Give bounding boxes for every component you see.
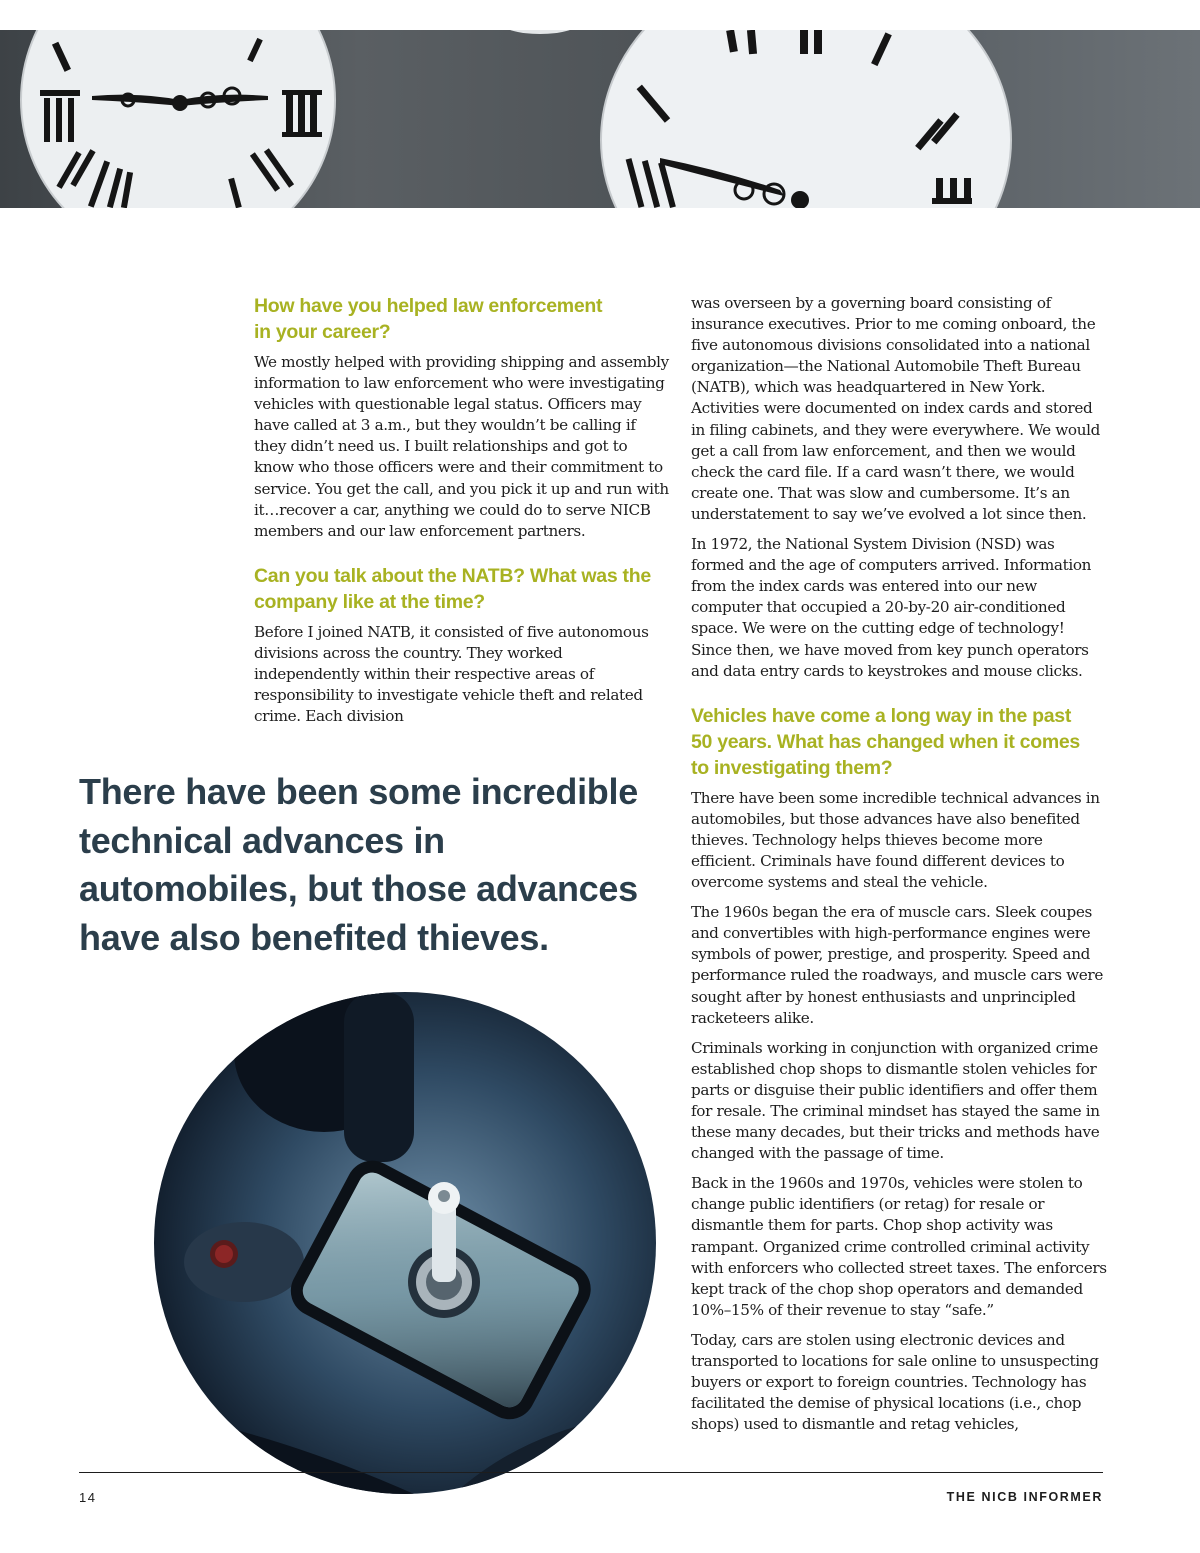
page-number: 14 [79,1490,97,1505]
answer-paragraph: Back in the 1960s and 1970s, vehicles were stolen to change public identifiers (or retag) for resale or dismantle them for parts. Chop shop activity was rampant. Organized crime controlled criminal activity with enforcers who collected street taxes. The enforcers kept track of the chop shop operators and demanded 10%–15% of their revenue to stay “safe.” [691,1174,1107,1319]
header-photo-clocks [0,30,1200,208]
answer-paragraph: The 1960s began the era of muscle cars. Sleek coupes and convertibles with high-performance engines were symbols of power, prestige, and prosperity. Speed and performance ruled the roadways, and muscle cars were sought after by honest enthusiasts and unprincipled racketeers alike. [691,903,1103,1027]
footer-rule [79,1472,1103,1473]
left-column [254,293,670,736]
question-heading: How have you helped law enforcement in your career? [254,295,603,343]
question-heading: Vehicles have come a long way in the past 50 years. What has changed when it comes to investigating them? [691,704,1080,779]
publication-name: THE NICB INFORMER [946,1490,1103,1504]
answer-paragraph: We mostly helped with providing shipping and assembly information to law enforcement who were investigating vehicles with questionable legal status. Officers may have called at 3 a.m., but they wouldn’t be calling if they didn’t need us. I built relationships and got to know who those officers were and their commitment to service. You get the call, and you pick it up and run with it…recover a car, anything we could do to serve NICB members and our law enforcement partners. [254,353,669,540]
answer-paragraph: Criminals working in conjunction with organized crime established chop shops to dismantle stolen vehicles for parts or disguise their public identifiers and offer them for resale. The criminal mindset has stayed the same in these many decades, but their tricks and methods have changed with the passage of time. [691,1038,1100,1163]
clocks-illustration [0,30,1200,208]
pull-quote: There have been some incredible technical advances in automobiles, but those advances have also benefited thieves. [79,771,638,958]
phone-key-illustration [154,992,656,1494]
answer-paragraph: In 1972, the National System Division (NSD) was formed and the age of computers arrived. Information from the index cards was entered into our new computer that occupied a 20-by-20 air-conditioned space. We were on the cutting edge of technology! Since then, we have moved from key punch operators and data entry cards to keystrokes and mouse clicks. [691,535,1092,680]
answer-paragraph: There have been some incredible technical advances in automobiles, but those advances have also benefited thieves. Technology helps thieves become more efficient. Criminals have found different devices to overcome systems and steal the vehicle. [691,788,1100,892]
answer-paragraph: Today, cars are stolen using electronic devices and transported to locations for sale online to unsuspecting buyers or export to foreign countries. Technology has facilitated the demise of physical locations (i.e., chop shops) used to dismantle and retag vehicles, [691,1330,1099,1434]
answer-paragraph: Before I joined NATB, it consisted of five autonomous divisions across the country. They worked independently within their respective areas of responsibility to investigate vehicle theft and related crime. Each division [254,622,649,726]
question-heading: Can you talk about the NATB? What was the company like at the time? [254,564,651,613]
circle-photo-phone-key [154,992,656,1494]
answer-paragraph: was overseen by a governing board consisting of insurance executives. Prior to me coming onboard, the five autonomous divisions consolidated into a national organization—the National Automobile Theft Bureau (NATB), which was headquartered in New York. Activities were documented on index cards and stored in filing cabinets, and they were everywhere. We would get a call from law enforcement, and then we would check the card file. If a card wasn’t there, we would create one. That was slow and cumbersome. It’s an understatement to say we’ve evolved a lot since then. [691,294,1101,523]
right-column [691,293,1107,1444]
